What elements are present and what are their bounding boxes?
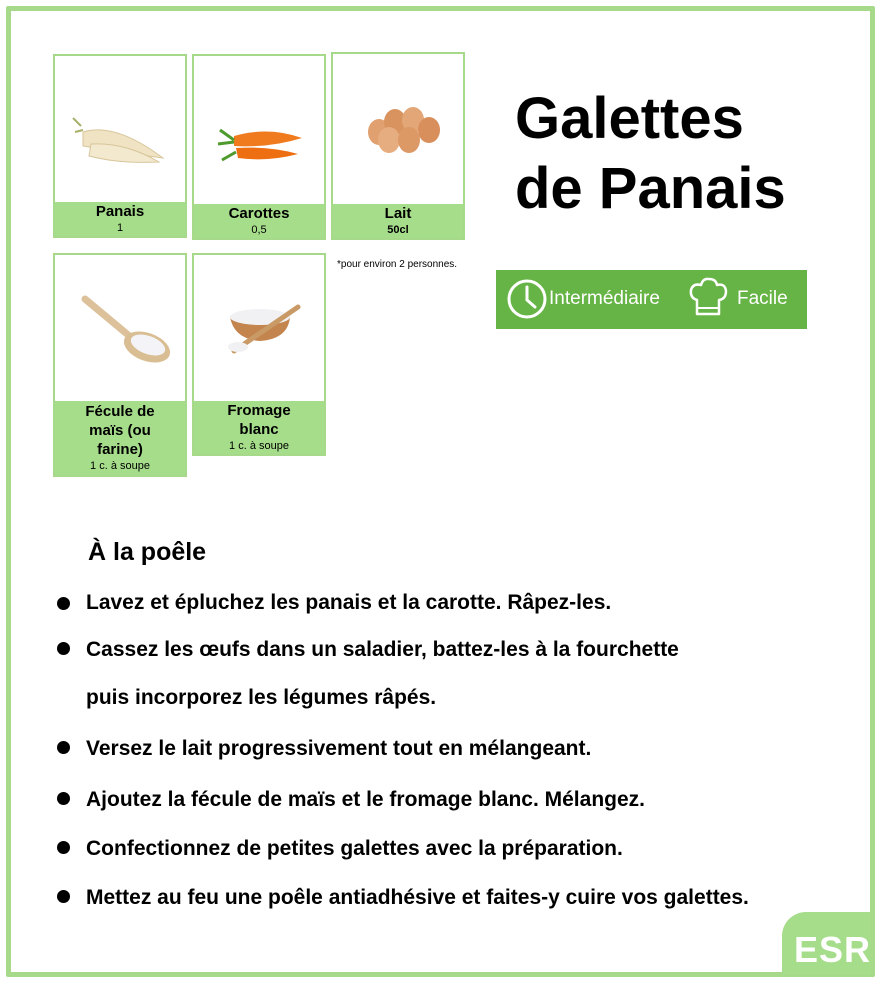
ingredient-qty: 1 c. à soupe bbox=[90, 460, 150, 472]
method-heading: À la poêle bbox=[88, 538, 207, 566]
fromage-bowl-image bbox=[194, 255, 324, 405]
ingredient-label bbox=[55, 401, 185, 475]
ingredient-card-carottes bbox=[192, 54, 326, 240]
parsnip-image bbox=[55, 56, 185, 204]
ingredient-card-fromage bbox=[192, 253, 326, 456]
ingredient-label bbox=[194, 204, 324, 238]
ingredient-label bbox=[333, 204, 463, 238]
ingredient-name: Carottes bbox=[228, 205, 290, 222]
cornstarch-spoon-image bbox=[55, 255, 185, 405]
step-bullet bbox=[57, 841, 70, 854]
ingredient-name: Fécule de maïs (ou farine) bbox=[85, 403, 155, 458]
step-item: Confectionnez de petites galettes avec la préparation. bbox=[86, 837, 623, 860]
page-title bbox=[515, 84, 786, 224]
chef-hat-icon bbox=[688, 276, 728, 320]
eggs-image bbox=[333, 54, 463, 204]
ingredient-card-lait bbox=[331, 52, 465, 240]
title-line-1: Galettes bbox=[515, 86, 744, 151]
step-bullet bbox=[57, 792, 70, 805]
step-item: Versez le lait progressivement tout en mélangeant. bbox=[86, 737, 592, 760]
servings-note: *pour environ 2 personnes. bbox=[337, 259, 458, 270]
ingredient-label bbox=[194, 401, 324, 454]
title-line-2: de Panais bbox=[515, 156, 786, 221]
ingredient-qty: 50cl bbox=[387, 224, 409, 236]
step-item: Lavez et épluchez les panais et la carotte. Râpez-les. bbox=[86, 591, 612, 614]
ingredient-card-fecule bbox=[53, 253, 187, 477]
step-bullet bbox=[57, 890, 70, 903]
difficulty-label: Facile bbox=[737, 288, 788, 309]
step-item: Ajoutez la fécule de maïs et le fromage blanc. Mélangez. bbox=[86, 788, 645, 811]
ingredient-name: Lait bbox=[384, 205, 412, 222]
esr-logo-text: ESR bbox=[794, 929, 872, 970]
carrot-image bbox=[194, 56, 324, 204]
step-item: Cassez les œufs dans un saladier, battez-les à la fourchette puis incorporez les légumes râpés. bbox=[86, 638, 679, 709]
esr-logo bbox=[782, 912, 871, 975]
ingredient-qty: 0,5 bbox=[251, 224, 267, 236]
ingredient-label bbox=[55, 202, 185, 236]
step-bullet bbox=[57, 642, 70, 655]
step-bullet bbox=[57, 741, 70, 754]
ingredient-card-panais bbox=[53, 54, 187, 238]
step-item: Mettez au feu une poêle antiadhésive et faites-y cuire vos galettes. bbox=[86, 886, 749, 909]
recipe-info-badge bbox=[496, 270, 807, 329]
ingredient-qty: 1 bbox=[116, 222, 124, 234]
time-level-label: Intermédiaire bbox=[549, 288, 660, 309]
ingredient-name: Panais bbox=[95, 203, 145, 220]
step-bullet bbox=[57, 597, 70, 610]
ingredient-name: Fromage blanc bbox=[227, 402, 291, 438]
clock-icon bbox=[506, 278, 548, 320]
ingredient-qty: 1 c. à soupe bbox=[229, 440, 289, 452]
